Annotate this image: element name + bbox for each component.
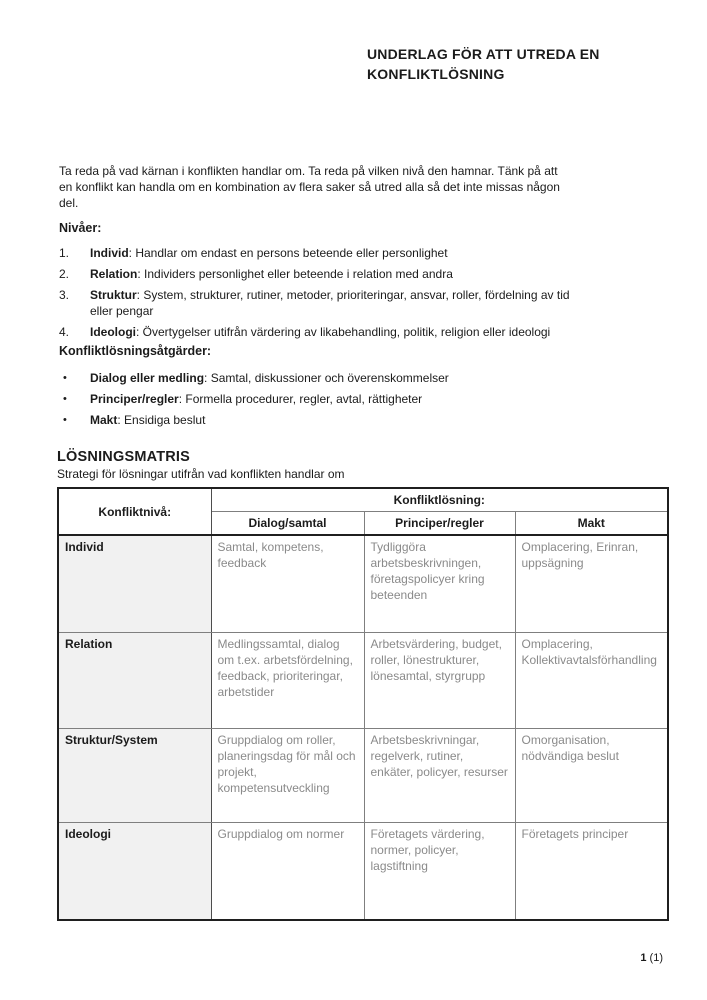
list-number: 2. [59,267,70,281]
level-item-ideologi [59,324,659,340]
measure-term: Makt [90,413,118,427]
bullet-icon: • [63,393,67,405]
row-header-relation: Relation [58,632,211,728]
levels-section [59,220,659,345]
level-desc: : Övertygelser utifrån värdering av likabehandling, politik, religion eller ideologi [136,325,551,339]
measure-item-text [90,412,580,428]
cell-relation-dialog: Medlingssamtal, dialog om t.ex. arbetsfördelning, feedback, prioriteringar, arbetstider [211,632,364,728]
level-item-text [90,245,580,261]
cell-relation-makt: Omplacering, Kollektivavtalsförhandling [515,632,668,728]
cell-relation-principer: Arbetsvärdering, budget, roller, lönestrukturer, lönesamtal, styrgrupp [364,632,515,728]
levels-heading: Nivåer: [59,221,102,235]
document-title [367,44,667,84]
cell-struktur-makt: Omorganisation, nödvändiga beslut [515,728,668,822]
measures-section [59,343,659,433]
level-desc: : System, strukturer, rutiner, metoder, prioriteringar, ansvar, roller, fördelning av tid eller pengar [90,288,570,318]
list-number: 1. [59,246,70,260]
measure-item-text [90,370,580,386]
column-header-konfliktniva: Konfliktnivå: [58,488,211,535]
cell-individ-makt: Omplacering, Erinran, uppsägning [515,535,668,632]
level-term: Ideologi [90,325,136,339]
page-total: (1) [649,952,663,964]
level-item-relation [59,266,659,282]
column-header-principer: Principer/regler [364,512,515,536]
solution-matrix-table [57,487,669,921]
measure-desc: : Samtal, diskussioner och överenskommelser [204,371,449,385]
measure-item-text [90,391,580,407]
cell-struktur-dialog: Gruppdialog om roller, planeringsdag för mål och projekt, kompetensutveckling [211,728,364,822]
table-row [58,822,668,920]
level-item-text [90,324,580,340]
bullet-icon: • [63,372,67,384]
measure-desc: : Formella procedurer, regler, avtal, rättigheter [178,392,423,406]
table-row [58,632,668,728]
measure-term: Dialog eller medling [90,371,205,385]
intro-paragraph: Ta reda på vad kärnan i konflikten handlar om. Ta reda på vilken nivå den hamnar. Tänk på att en konflikt kan handla om en kombination av flera saker så utred alla så det inte missas någon del. [59,164,560,210]
row-header-ideologi: Ideologi [58,822,211,920]
cell-ideologi-makt: Företagets principer [515,822,668,920]
level-desc: : Handlar om endast en persons beteende eller personlighet [128,246,448,260]
matrix-section [57,448,669,921]
measures-heading: Konfliktlösningsåtgärder: [59,344,212,358]
column-header-dialog: Dialog/samtal [211,512,364,536]
document-title-line-2: KONFLIKTLÖSNING [367,66,505,82]
level-item-struktur [59,287,659,319]
level-term: Individ [90,246,129,260]
measure-item-makt [59,412,659,428]
measure-item-principer [59,391,659,407]
cell-ideologi-principer: Företagets värdering, normer, policyer, lagstiftning [364,822,515,920]
matrix-heading: LÖSNINGSMATRIS [57,449,191,465]
row-header-struktur: Struktur/System [58,728,211,822]
table-row [58,535,668,632]
measure-term: Principer/regler [90,392,179,406]
table-header-row-top [58,488,668,512]
matrix-subtitle: Strategi för lösningar utifrån vad konflikten handlar om [57,467,345,481]
level-desc: : Individers personlighet eller beteende i relation med andra [137,267,453,281]
level-term: Relation [90,267,138,281]
page-footer [640,951,663,965]
table-row [58,728,668,822]
list-number: 4. [59,325,70,339]
document-title-line-1: UNDERLAG FÖR ATT UTREDA EN [367,46,600,62]
row-header-individ: Individ [58,535,211,632]
level-item-individ [59,245,659,261]
column-header-makt: Makt [515,512,668,536]
cell-struktur-principer: Arbetsbeskrivningar, regelverk, rutiner, enkäter, policyer, resurser [364,728,515,822]
cell-ideologi-dialog: Gruppdialog om normer [211,822,364,920]
level-term: Struktur [90,288,137,302]
table-top-header-konfliktlosning: Konfliktlösning: [211,488,668,512]
level-item-text [90,287,580,319]
cell-individ-dialog: Samtal, kompetens, feedback [211,535,364,632]
level-item-text [90,266,580,282]
page-number: 1 [640,952,647,964]
list-number: 3. [59,288,70,302]
measure-item-dialog [59,370,659,386]
measure-desc: : Ensidiga beslut [117,413,206,427]
cell-individ-principer: Tydliggöra arbetsbeskrivningen, företagspolicyer kring beteenden [364,535,515,632]
bullet-icon: • [63,414,67,426]
